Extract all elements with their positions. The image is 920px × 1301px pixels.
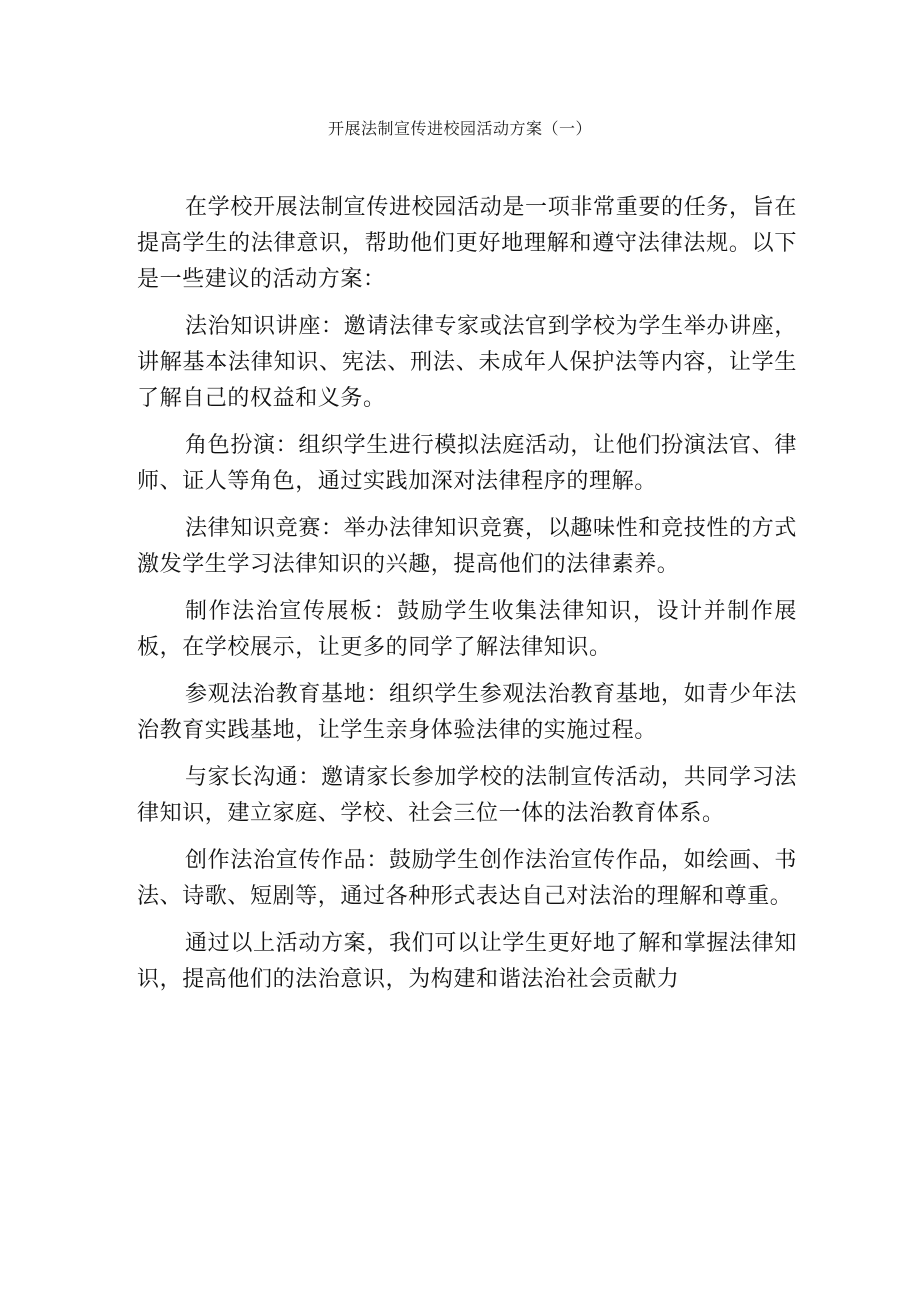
paragraph-knowledge-contest: 法律知识竞赛：举办法律知识竞赛，以趣味性和竞技性的方式激发学生学习法律知识的兴趣，提高他们的法律素养。 (137, 516, 797, 577)
paragraph-intro: 在学校开展法制宣传进校园活动是一项非常重要的任务，旨在提高学生的法律意识，帮助他们更好地理解和遵守法律法规。以下是一些建议的活动方案： (137, 195, 797, 292)
document-title: 开展法制宣传进校园活动方案（一） (327, 119, 592, 138)
paragraph-conclusion: 通过以上活动方案，我们可以让学生更好地了解和掌握法律知识，提高他们的法治意识，为构建和谐法治社会贡献力 (137, 931, 797, 992)
paragraph-law-lecture: 法治知识讲座：邀请法律专家或法官到学校为学生举办讲座，讲解基本法律知识、宪法、刑法、未成年人保护法等内容，让学生了解自己的权益和义务。 (137, 314, 797, 411)
document-body (137, 190, 797, 998)
paragraph-parent-communication: 与家长沟通：邀请家长参加学校的法制宣传活动，共同学习法律知识，建立家庭、学校、社会三位一体的法治教育体系。 (137, 765, 797, 826)
paragraph-education-base-visit: 参观法治教育基地：组织学生参观法治教育基地，如青少年法治教育实践基地，让学生亲身体验法律的实施过程。 (137, 682, 797, 743)
paragraph-role-play: 角色扮演：组织学生进行模拟法庭活动，让他们扮演法官、律师、证人等角色，通过实践加深对法律程序的理解。 (137, 433, 797, 494)
paragraph-creative-works: 创作法治宣传作品：鼓励学生创作法治宣传作品，如绘画、书法、诗歌、短剧等，通过各种形式表达自己对法治的理解和尊重。 (137, 848, 797, 909)
paragraph-display-board: 制作法治宣传展板：鼓励学生收集法律知识，设计并制作展板，在学校展示，让更多的同学了解法律知识。 (137, 599, 797, 660)
